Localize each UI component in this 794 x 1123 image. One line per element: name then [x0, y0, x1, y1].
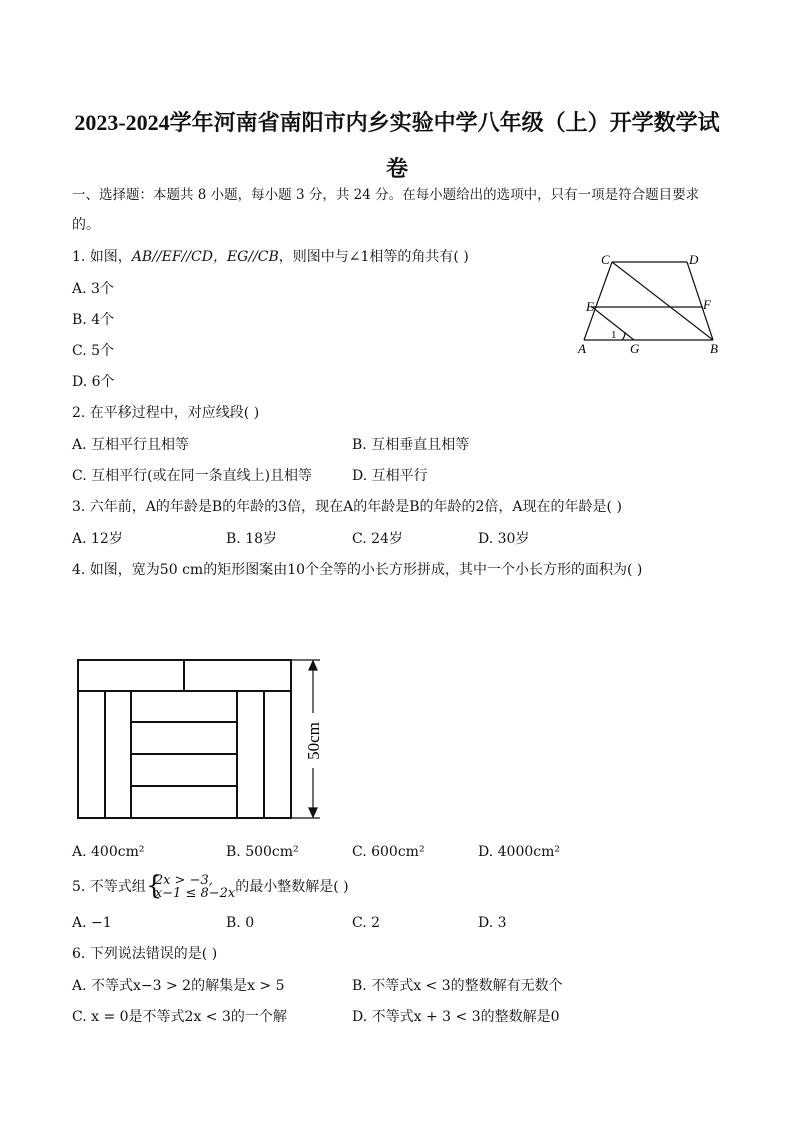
label-f: F	[703, 297, 711, 312]
q6-stem: 6. 下列说法错误的是( )	[72, 946, 218, 962]
q3-option-b: B. 18岁	[226, 531, 278, 547]
q5-stem	[72, 871, 349, 901]
q5-prefix: 5. 不等式组	[72, 879, 146, 895]
q1-suffix: ，则图中与∠1相等的角共有( )	[278, 249, 469, 265]
q5-brace: {	[145, 871, 163, 901]
q2-option-b: B. 互相垂直且相等	[352, 437, 470, 453]
q4-option-c: C. 600cm²	[352, 844, 425, 860]
q3-option-a: A. 12岁	[72, 531, 123, 547]
q1-option-a: A. 3个	[72, 281, 114, 297]
section-header-cont: 的。	[72, 217, 100, 233]
label-a: A	[578, 341, 586, 356]
q6-option-b: B. 不等式x < 3的整数解有无数个	[352, 978, 563, 994]
q1-stem	[72, 247, 469, 267]
page-title	[60, 100, 734, 192]
title-line-1: 2023-2024学年河南省南阳市内乡实验中学八年级（上）开学数学试	[74, 110, 720, 135]
dim-arrow-up	[309, 661, 317, 670]
q5-option-c: C. 2	[352, 915, 381, 931]
q5-inequality-system	[145, 871, 236, 901]
angle-1-arc	[622, 332, 625, 340]
q1-figure	[570, 245, 730, 360]
label-e: E	[586, 299, 594, 314]
section-header: 一、选择题：本题共 8 小题，每小题 3 分，共 24 分。在每小题给出的选项中，只有一项是符合题目要求	[72, 187, 700, 203]
q5-sys-line-1: 2x > −3,	[154, 873, 213, 888]
title-line-2: 卷	[385, 156, 408, 181]
q2-option-a: A. 互相平行且相等	[72, 437, 190, 453]
q3-stem: 3. 六年前，A的年龄是B的年龄的3倍，现在A的年龄是B的年龄的2倍，A现在的年龄是( )	[72, 499, 622, 515]
label-d: D	[689, 252, 699, 267]
q2-option-c: C. 互相平行(或在同一条直线上)且相等	[72, 468, 313, 484]
q1-prefix: 1. 如图，	[72, 249, 132, 265]
q1-math: AB//EF//CD，EG//CB	[131, 249, 279, 265]
q5-option-b: B. 0	[226, 915, 255, 931]
label-c: C	[601, 252, 610, 267]
q4-option-d: D. 4000cm²	[478, 844, 560, 860]
q6-option-d: D. 不等式x + 3 < 3的整数解是0	[352, 1009, 560, 1025]
label-g: G	[630, 341, 640, 356]
q2-option-d: D. 互相平行	[352, 468, 428, 484]
q1-option-d: D. 6个	[72, 374, 115, 390]
q5-option-d: D. 3	[478, 915, 507, 931]
q3-option-c: C. 24岁	[352, 531, 403, 547]
q6-option-c: C. x = 0是不等式2x < 3的一个解	[72, 1009, 287, 1025]
q4-option-a: A. 400cm²	[72, 844, 145, 860]
segment-cb	[612, 262, 713, 340]
q5-suffix: 的最小整数解是( )	[235, 879, 349, 895]
label-b: B	[710, 341, 718, 356]
dim-label-50cm: 50cm	[304, 722, 323, 760]
q4-stem: 4. 如图，宽为50 cm的矩形图案由10个全等的小长方形拼成，其中一个小长方形的面积为( )	[72, 562, 643, 578]
q1-option-b: B. 4个	[72, 312, 115, 328]
q6-option-a: A. 不等式x−3 > 2的解集是x > 5	[72, 978, 285, 994]
q4-option-b: B. 500cm²	[226, 844, 299, 860]
q5-option-a: A. −1	[72, 915, 112, 931]
dim-arrow-down	[309, 808, 317, 817]
q5-sys-line-2: x−1 ≤ 8−2x	[154, 886, 236, 901]
q2-stem: 2. 在平移过程中，对应线段( )	[72, 405, 260, 421]
q1-option-c: C. 5个	[72, 343, 115, 359]
label-angle-1: 1	[611, 329, 617, 341]
q3-option-d: D. 30岁	[478, 531, 530, 547]
q4-figure	[70, 655, 330, 825]
